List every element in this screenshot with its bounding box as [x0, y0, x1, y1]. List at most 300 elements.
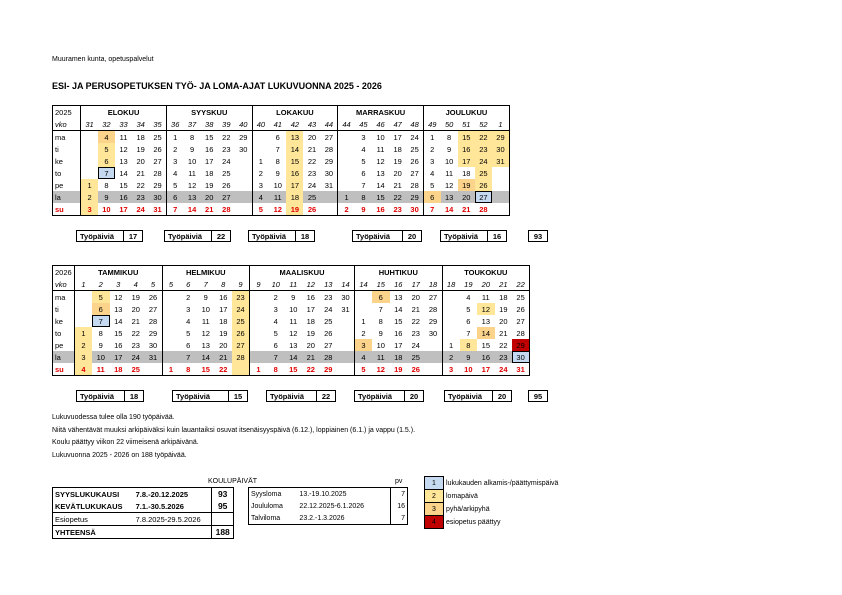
day-cell: 5 — [361, 156, 366, 166]
day-cell: 28 — [428, 304, 438, 314]
week-number: 31 — [81, 118, 98, 131]
day-cell: 18 — [219, 316, 228, 326]
holiday-name: Joululoma — [251, 502, 283, 510]
term-name: SYYSLUKUKAUSI — [55, 489, 120, 499]
day-cell — [442, 303, 460, 315]
term-dates: 7.8.2025-29.5.2026 — [135, 514, 201, 524]
day-cell: 31 — [145, 351, 163, 363]
day-cell: 21 — [393, 180, 402, 190]
day-cell: 7 — [98, 167, 115, 179]
day-cell: 2 — [423, 143, 440, 155]
day-cell: 12 — [376, 156, 385, 166]
day-cell — [338, 143, 355, 155]
day-cell: 20 — [136, 156, 145, 166]
day-cell: 15 — [285, 363, 303, 376]
day-cell: 6 — [273, 340, 278, 350]
day-cell: 29 — [324, 156, 334, 166]
day-cell — [338, 155, 355, 167]
week-number: 4 — [127, 278, 145, 291]
day-cell — [75, 291, 93, 304]
day-cell: 8 — [190, 132, 195, 142]
workdays-value: 18 — [295, 231, 314, 241]
day-cell: 21 — [215, 351, 233, 363]
holiday-days: 16 — [390, 500, 407, 512]
day-cell — [162, 351, 180, 363]
day-cell: 17 — [110, 351, 128, 363]
week-number: 40 — [235, 118, 252, 131]
legend-label: esiopetus päättyy — [446, 518, 501, 526]
week-number: 13 — [320, 278, 338, 291]
day-cell: 8 — [447, 132, 452, 142]
term-name: Esiopetus — [55, 514, 88, 524]
day-cell: 29 — [492, 131, 510, 144]
day-cell: 15 — [394, 316, 403, 326]
month-name: TAMMIKUU — [75, 266, 163, 279]
day-cell: 23 — [389, 203, 406, 216]
day-cell: 4 — [466, 292, 471, 302]
day-cell: 30 — [406, 203, 423, 216]
day-cell — [442, 291, 460, 304]
day-cell: 10 — [376, 132, 385, 142]
day-cell: 13 — [394, 292, 403, 302]
day-cell: 29 — [239, 132, 248, 142]
week-number: 34 — [132, 118, 149, 131]
year-label: 2026 — [53, 266, 75, 279]
day-cell: 2 — [338, 203, 355, 216]
day-cell: 2 — [186, 292, 191, 302]
month-name: TOUKOKUU — [442, 266, 530, 279]
day-cell: 17 — [219, 304, 228, 314]
day-cell — [235, 203, 252, 216]
day-cell: 30 — [512, 351, 530, 363]
day-cell: 11 — [119, 132, 128, 142]
day-cell: 1 — [166, 131, 183, 144]
day-cell: 23 — [222, 144, 231, 154]
day-cell: 30 — [341, 292, 350, 302]
day-cell: 19 — [136, 144, 145, 154]
day-cell: 15 — [119, 180, 128, 190]
day-cell: 16 — [372, 203, 389, 216]
day-cell: 11 — [445, 168, 453, 178]
week-number: 39 — [218, 118, 235, 131]
day-cell: 18 — [136, 132, 145, 142]
day-cell: 27 — [410, 168, 419, 178]
day-cell: 30 — [149, 191, 166, 203]
week-number: 45 — [355, 118, 372, 131]
day-cell: 10 — [187, 156, 197, 166]
day-cell: 9 — [355, 203, 372, 216]
workdays-label: Työpäiviä — [80, 232, 115, 241]
day-cell: 30 — [239, 144, 248, 154]
week-row-label: vko — [53, 278, 75, 291]
day-cell: 7 — [361, 180, 366, 190]
day-cell: 7 — [423, 203, 440, 216]
day-cell: 28 — [148, 316, 158, 326]
day-cell — [250, 351, 268, 363]
workdays-box — [172, 390, 248, 402]
week-number: 18 — [425, 278, 443, 291]
legend — [424, 476, 561, 529]
day-cell: 5 — [273, 328, 278, 338]
day-cell: 28 — [475, 203, 492, 216]
week-number: 40 — [252, 118, 269, 131]
day-cell: 17 — [286, 179, 303, 191]
day-cell — [338, 167, 355, 179]
week-number: 6 — [180, 278, 198, 291]
weekday-label: pe — [53, 179, 81, 191]
day-cell: 22 — [222, 132, 231, 142]
day-cell: 15 — [481, 340, 490, 350]
weekday-label: su — [53, 363, 75, 376]
day-cell: 26 — [407, 363, 425, 376]
day-cell: 11 — [269, 191, 286, 203]
weekday-label: pe — [53, 339, 75, 351]
day-cell: 17 — [458, 155, 475, 167]
day-cell: 7 — [92, 315, 110, 327]
day-cell: 9 — [275, 168, 280, 178]
page-title: ESI- JA PERUSOPETUKSEN TYÖ- JA LOMA-AJAT LUKUVUONNA 2025 - 2026 — [52, 81, 382, 91]
workdays-label: Työpäiviä — [80, 392, 115, 401]
day-cell: 6 — [98, 155, 115, 167]
day-cell — [145, 363, 163, 376]
day-cell: 12 — [372, 363, 390, 376]
day-cell: 30 — [492, 143, 510, 155]
day-cell: 13 — [441, 191, 458, 203]
month-name: ELOKUU — [81, 106, 167, 119]
day-cell: 25 — [232, 315, 250, 327]
holiday-name: Syysloma — [251, 490, 282, 498]
day-cell: 22 — [411, 316, 420, 326]
week-number: 42 — [286, 118, 303, 131]
week-number: 38 — [201, 118, 218, 131]
workdays-value: 20 — [492, 391, 511, 401]
day-cell: 16 — [458, 143, 475, 155]
day-cell: 19 — [286, 203, 303, 216]
day-cell: 25 — [410, 144, 419, 154]
day-cell: 6 — [166, 191, 183, 203]
day-cell: 3 — [75, 351, 93, 363]
day-cell: 9 — [203, 292, 208, 302]
week-number: 12 — [302, 278, 320, 291]
day-cell: 22 — [215, 363, 233, 376]
day-cell: 18 — [390, 351, 408, 363]
workdays-label: Työpäiviä — [168, 232, 203, 241]
day-cell — [252, 143, 269, 155]
day-cell: 19 — [393, 156, 402, 166]
holiday-days-header: pv — [395, 478, 403, 485]
day-cell: 18 — [462, 168, 471, 178]
day-cell: 15 — [114, 328, 123, 338]
day-cell: 21 — [411, 304, 420, 314]
day-cell — [81, 131, 98, 144]
day-cell: 11 — [372, 351, 390, 363]
day-cell: 16 — [205, 144, 214, 154]
day-cell: 1 — [250, 363, 268, 376]
day-cell: 27 — [232, 339, 250, 351]
workdays-label: Työpäiviä — [356, 232, 391, 241]
weekday-label: to — [53, 327, 75, 339]
day-cell: 1 — [423, 131, 440, 144]
weekday-label: la — [53, 351, 75, 363]
day-cell: 22 — [136, 180, 145, 190]
workdays-label: Työpäiviä — [448, 392, 483, 401]
day-cell: 24 — [410, 132, 419, 142]
day-cell — [162, 303, 180, 315]
day-cell: 16 — [394, 328, 403, 338]
day-cell — [338, 131, 355, 144]
week-number: 9 — [250, 278, 268, 291]
day-cell: 26 — [153, 144, 162, 154]
day-cell: 2 — [442, 351, 460, 363]
day-cell: 18 — [110, 363, 128, 376]
day-cell: 27 — [475, 191, 492, 203]
week-number: 44 — [338, 118, 355, 131]
day-cell: 18 — [205, 168, 214, 178]
workdays-value: 16 — [487, 231, 506, 241]
day-cell: 23 — [307, 168, 317, 178]
day-cell: 16 — [114, 340, 123, 350]
day-cell: 18 — [393, 144, 402, 154]
day-cell: 17 — [205, 156, 214, 166]
day-cell: 14 — [197, 351, 215, 363]
day-cell: 6 — [275, 132, 280, 142]
day-cell: 29 — [148, 328, 158, 338]
day-cell: 3 — [273, 304, 278, 314]
day-cell: 27 — [324, 340, 333, 350]
day-cell: 30 — [324, 168, 334, 178]
day-cell: 27 — [324, 132, 334, 142]
day-cell: 15 — [372, 191, 389, 203]
day-cell: 20 — [131, 304, 140, 314]
day-cell: 11 — [92, 363, 110, 376]
note-line: Lukuvuodessa tulee olla 190 työpäivää. — [52, 414, 175, 421]
legend-swatch: 4 — [425, 516, 444, 529]
day-cell: 12 — [187, 180, 197, 190]
day-cell: 21 — [302, 351, 320, 363]
day-cell: 6 — [423, 191, 440, 203]
week-number: 51 — [458, 118, 475, 131]
day-cell: 22 — [499, 340, 508, 350]
day-cell: 3 — [252, 179, 269, 191]
day-cell: 28 — [324, 144, 334, 154]
term-name: KEVÄTLUKUKAUS — [55, 501, 123, 511]
holiday-days: 7 — [390, 488, 407, 501]
workdays-box — [352, 230, 422, 242]
day-cell: 31 — [492, 155, 510, 167]
day-cell: 1 — [162, 363, 180, 376]
day-cell: 16 — [306, 292, 315, 302]
day-cell: 1 — [442, 339, 460, 351]
day-cell: 19 — [131, 292, 140, 302]
day-cell: 31 — [341, 304, 350, 314]
workdays-value: 18 — [124, 391, 143, 401]
workdays-value: 15 — [228, 391, 247, 401]
day-cell — [232, 363, 250, 376]
week-number: 52 — [475, 118, 492, 131]
day-cell — [235, 155, 252, 167]
day-cell: 4 — [361, 144, 366, 154]
day-cell: 14 — [184, 203, 201, 216]
day-cell: 4 — [252, 191, 269, 203]
day-cell: 23 — [132, 191, 149, 203]
week-number: 11 — [285, 278, 303, 291]
day-cell: 15 — [205, 132, 214, 142]
day-cell: 10 — [98, 203, 115, 216]
day-cell: 5 — [466, 304, 471, 314]
year-label: 2025 — [53, 106, 81, 119]
day-cell: 30 — [148, 340, 158, 350]
day-cell: 26 — [232, 327, 250, 339]
day-cell: 7 — [466, 328, 471, 338]
workdays-label: Työpäiviä — [444, 232, 479, 241]
week-number: 33 — [115, 118, 132, 131]
day-cell: 20 — [306, 340, 315, 350]
day-cell: 4 — [166, 167, 183, 179]
week-number: 17 — [407, 278, 425, 291]
day-cell: 12 — [201, 328, 210, 338]
workdays-box — [76, 390, 144, 402]
day-cell — [337, 363, 355, 376]
day-cell — [337, 315, 355, 327]
day-cell: 28 — [512, 327, 530, 339]
day-cell: 28 — [410, 180, 419, 190]
day-cell: 28 — [320, 351, 338, 363]
day-cell: 9 — [190, 144, 195, 154]
day-cell: 4 — [75, 363, 93, 376]
day-cell: 23 — [232, 291, 250, 304]
holiday-days: 7 — [390, 512, 407, 525]
day-cell: 7 — [378, 304, 383, 314]
term-total: 93 — [528, 230, 548, 242]
day-cell: 6 — [92, 303, 110, 315]
month-name: LOKAKUU — [252, 106, 338, 119]
legend-label: pyhä/arkipyhä — [446, 505, 490, 513]
total-label: YHTEENSÄ — [55, 527, 96, 537]
legend-swatch: 2 — [425, 490, 444, 503]
day-cell: 18 — [499, 292, 508, 302]
day-cell: 8 — [275, 156, 280, 166]
day-cell: 13 — [289, 340, 298, 350]
day-cell: 14 — [441, 203, 458, 216]
day-cell: 27 — [428, 292, 438, 302]
week-number: 36 — [166, 118, 183, 131]
day-cell: 16 — [477, 351, 495, 363]
day-cell: 14 — [285, 351, 303, 363]
week-number: 50 — [441, 118, 458, 131]
month-name: MARRASKUU — [338, 106, 424, 119]
day-cell: 12 — [477, 303, 495, 315]
day-cell: 24 — [127, 351, 145, 363]
school-days-summary — [52, 487, 234, 539]
day-cell: 2 — [355, 327, 373, 339]
day-cell: 5 — [423, 179, 440, 191]
day-cell: 11 — [289, 316, 298, 326]
day-cell: 16 — [286, 167, 303, 179]
day-cell: 19 — [499, 304, 508, 314]
day-cell: 9 — [447, 144, 452, 154]
day-cell: 3 — [81, 203, 98, 216]
day-cell: 27 — [153, 156, 162, 166]
day-cell: 31 — [149, 203, 166, 216]
workdays-box — [248, 230, 315, 242]
day-cell: 6 — [372, 291, 390, 304]
day-cell: 9 — [378, 328, 383, 338]
day-cell: 5 — [252, 203, 269, 216]
day-cell — [425, 363, 443, 376]
month-name: HUHTIKUU — [355, 266, 443, 279]
day-cell: 21 — [307, 144, 317, 154]
day-cell — [235, 191, 252, 203]
term-days: 95 — [212, 500, 234, 513]
day-cell — [162, 327, 180, 339]
day-cell: 20 — [201, 191, 218, 203]
day-cell: 25 — [222, 168, 231, 178]
workdays-value: 20 — [404, 391, 423, 401]
day-cell: 23 — [495, 351, 513, 363]
day-cell: 5 — [355, 363, 373, 376]
day-cell: 15 — [458, 131, 475, 144]
day-cell: 2 — [81, 191, 98, 203]
day-cell: 12 — [114, 292, 123, 302]
legend-label: lomapäivä — [446, 492, 478, 500]
month-name: HELMIKUU — [162, 266, 250, 279]
day-cell: 3 — [442, 363, 460, 376]
holiday-table — [248, 487, 408, 525]
legend-label: lukukauden alkamis-/päättymispäivä — [446, 479, 559, 487]
day-cell — [162, 339, 180, 351]
day-cell: 5 — [166, 179, 183, 191]
week-number: 1 — [492, 118, 510, 131]
calendar-2025 — [52, 105, 510, 216]
day-cell: 12 — [289, 328, 298, 338]
week-number: 7 — [197, 278, 215, 291]
workdays-box — [266, 390, 336, 402]
organization-name: Muuramen kunta, opetuspalvelut — [52, 56, 154, 63]
workdays-box — [444, 390, 512, 402]
day-cell — [235, 179, 252, 191]
day-cell: 10 — [460, 363, 478, 376]
day-cell: 1 — [75, 327, 93, 339]
week-number: 3 — [110, 278, 128, 291]
day-cell: 13 — [201, 340, 210, 350]
week-number: 8 — [215, 278, 233, 291]
day-cell: 26 — [222, 180, 231, 190]
day-cell: 24 — [495, 363, 513, 376]
day-cell: 9 — [291, 292, 296, 302]
day-cell: 22 — [307, 156, 317, 166]
note-line: Niitä vähentävät muuksi arkipäiväksi kuin lauantaiksi osuvat itsenäisyyspäivä (6.12.), loppiainen (6.1.) ja vappu (1.5.). — [52, 427, 416, 434]
day-cell: 11 — [481, 292, 490, 302]
day-cell — [162, 291, 180, 304]
term-days — [212, 513, 234, 526]
day-cell: 14 — [114, 316, 123, 326]
day-cell: 20 — [307, 132, 317, 142]
day-cell: 28 — [218, 203, 235, 216]
week-number: 15 — [372, 278, 390, 291]
workdays-label: Työpäiviä — [252, 232, 287, 241]
day-cell: 6 — [361, 168, 366, 178]
day-cell: 30 — [428, 328, 438, 338]
week-number: 5 — [162, 278, 180, 291]
day-cell: 13 — [481, 316, 490, 326]
week-number: 37 — [184, 118, 201, 131]
day-cell: 9 — [98, 340, 103, 350]
day-cell: 26 — [148, 292, 158, 302]
day-cell: 5 — [186, 328, 191, 338]
day-cell: 12 — [119, 144, 128, 154]
day-cell: 4 — [423, 167, 440, 179]
day-cell: 13 — [114, 304, 123, 314]
